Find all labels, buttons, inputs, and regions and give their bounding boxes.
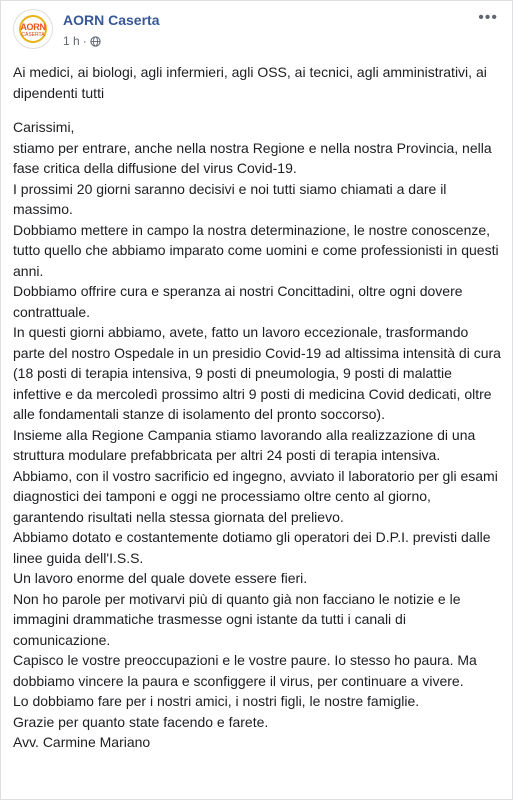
post-line: In questi giorni abbiamo, avete, fatto un lavoro eccezionale, trasformando parte del nostro Ospedale in un presidio Covid-19 ad altissima intensità di cura (18 posti di terapia intensiva, 9 posti di pneumologia, 9 posti di malattie infettive e da mercoledì prossimo altri 9 posti di medicina Covid dedicati, oltre alle fondamentali stanze di isolamento del pronto soccorso).	[13, 324, 501, 422]
post-header	[13, 9, 159, 53]
post-timestamp[interactable]: 1 h	[63, 34, 80, 48]
more-horizontal-icon[interactable]: •••	[478, 9, 498, 26]
post-line: Grazie per quanto state facendo e farete.	[13, 713, 269, 730]
post-line: Lo dobbiamo fare per i nostri amici, i nostri figli, le nostre famiglie.	[13, 693, 420, 709]
globe-icon[interactable]	[90, 36, 101, 47]
post-line: Dobbiamo offrire cura e speranza ai nostri Concittadini, oltre ogni dovere contrattuale.	[13, 283, 463, 320]
page-name-link[interactable]: AORN Caserta	[63, 12, 160, 28]
post-line: I prossimi 20 giorni saranno decisivi e noi tutti siamo chiamati a dare il massimo.	[13, 180, 447, 217]
post-line: Non ho parole per motivarvi più di quanto già non facciano le notizie e le immagini drammatiche trasmesse ogni istante da tutti i canali di comunicazione.	[13, 590, 461, 648]
meta-separator: ·	[82, 34, 87, 48]
post-line: Abbiamo dotato e costantemente dotiamo gli operatori dei D.P.I. previsti dalle linee guida dell'I.S.S.	[13, 529, 491, 566]
post-line: Abbiamo, con il vostro sacrificio ed ingegno, avviato il laboratorio per gli esami diagnostici dei tamponi e oggi ne processiamo oltre cento al giorno, garantendo risultati nella stessa giornata del prelievo.	[13, 467, 498, 525]
post-line: stiamo per entrare, anche nella nostra Regione e nella nostra Provincia, nella fase critica della diffusione del virus Covid-19.	[13, 139, 492, 176]
post-signature: Avv. Carmine Mariano	[13, 734, 151, 750]
post-meta	[63, 9, 159, 49]
post-subtitle	[63, 33, 159, 49]
avatar-logo-text: AORN	[20, 22, 46, 32]
post-line: Dobbiamo mettere in campo la nostra determinazione, le nostre conoscenze, tutto quello che abbiamo imparato come uomini e come professionisti in questi anni.	[13, 221, 499, 279]
page-avatar[interactable]	[13, 9, 53, 49]
post-line: Un lavoro enorme del quale dovete essere fieri.	[13, 570, 308, 586]
post-line: Capisco le vostre preoccupazioni e le vostre paure. Io stesso ho paura. Ma dobbiamo vincere la paura e sconfiggere il virus, per continuare a vivere.	[13, 652, 477, 689]
avatar-logo-sub: CASERTA	[21, 32, 45, 38]
post-intro: Ai medici, ai biologi, agli infermieri, agli OSS, ai tecnici, agli amministrativi, ai dipendenti tutti	[13, 64, 487, 101]
post-line: Carissimi,	[13, 119, 75, 135]
post-message	[13, 62, 503, 753]
post-line: Insieme alla Regione Campania stiamo lavorando alla realizzazione di una struttura modulare prefabbricata per altri 24 posti di terapia intensiva.	[13, 426, 476, 463]
